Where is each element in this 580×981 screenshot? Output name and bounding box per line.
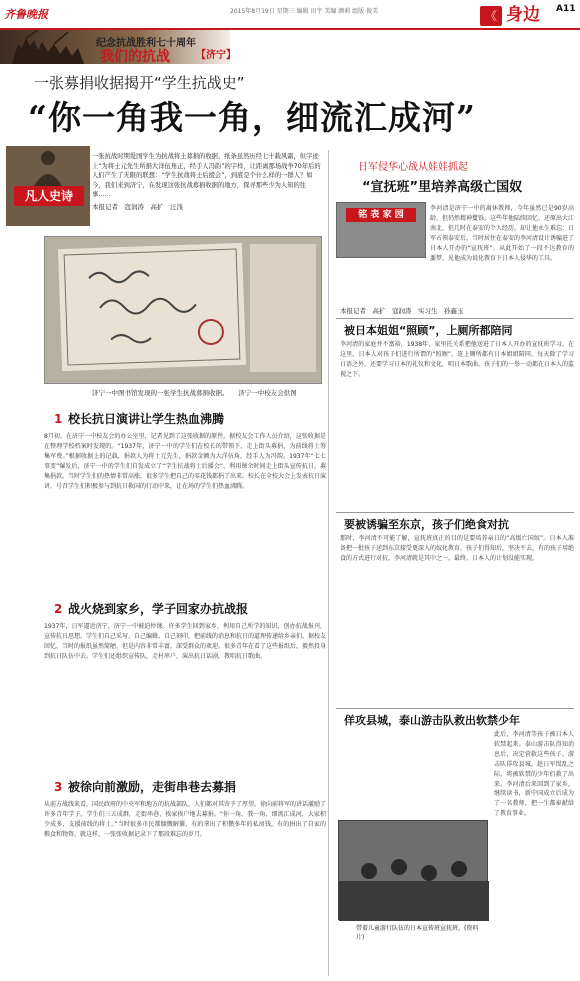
- sidebar-divider-3: [336, 708, 574, 709]
- byline: 本报记者 寇润涛 高扩 汪浅: [92, 202, 183, 211]
- sidebar-image-label: 铭 表 家 园: [346, 208, 416, 222]
- receipt-handwriting-icon: [58, 243, 246, 371]
- section-3-heading: [54, 778, 324, 796]
- section-2-number: 2: [54, 602, 63, 616]
- lede-text: 一张抗战时期爱国学生为抗战将士募捐的收据，纸条虽然历经七十载风霜，但字迹上“为将士元先生所捐大洋伍角正，经手人冯韵”的字样，让距离那场战争70年后的人们产生了无限的联想：“学生抗战将士后援会”，到底是个什么样的一群人？如今，我们来到济宁，在发现这张抗战募捐收据的地方，探寻那些少为人知的往事……: [92, 153, 321, 199]
- section-3-number: 3: [54, 780, 63, 794]
- photo-caption: 济宁一中图书馆发现的一张学生抗战募捐收据。 济宁一中校友会供图: [92, 389, 297, 397]
- sidebar-intro: 李河清是济宁一中的离休教师，今年虽然已是90岁高龄，但仍然精神矍铄。这些年他陆续回忆、还原出大江南北、但几时在泰安的个人经历。却让他永生难忘：日军占领泰安后，当时居住在泰安的李河清设计诱骗进了日本人开办的“宣抚班”，从此开始了一段不达教育的噩梦，见他成为说化教育下日本人侵华的工具。: [430, 205, 574, 262]
- headline-kicker: 一张募捐收据揭开“学生抗战史”: [34, 74, 245, 92]
- section-1-body: 8月初，在济宁一中校友会的办公室里，记者见到了这张收据的原件。据校友会工作人员介绍，这张收据是在整理学校档案时发现的。“1937年，济宁一中的学生们在校长的带领下，走上街头募捐，为前线将士筹集军费。”根据收据上的记载，捐款人为将士元先生，捐款金额为大洋伍角，经手人为冯韵。1937年“七七事变”爆发后，济宁一中的学生们自发成立了“学生抗战将士后援会”，利用课余时间走上街头宣传抗日，募集捐款。当时学生们的热情非常高涨，很多学生把自己的零花钱都捐了出来。校长在全校大会上发表抗日演讲，号召学生们积极参与到抗日救国的行动中来，让在场的学生们热血沸腾。: [44, 433, 326, 490]
- children-parade-photo: [338, 820, 488, 920]
- section-1-title: 校长抗日演讲让学生热血沸腾: [68, 412, 225, 426]
- sidebar-box-3-title: 佯攻县城，泰山游击队救出软禁少年: [344, 714, 520, 727]
- series-title: 我们的抗战: [100, 49, 170, 65]
- sidebar-byline: 本报记者 高扩 寇润涛 实习生 孙鑫玉: [340, 307, 464, 315]
- lede-paragraph: [92, 152, 324, 224]
- sidebar-box-2-title: 要被诱骗至东京，孩子们绝食对抗: [344, 518, 509, 531]
- sidebar-kicker: 日军侵华心战从娃娃抓起: [358, 162, 468, 173]
- sidebar-box-1-title: 被日本姐姐“照顾”，上厕所都陪同: [344, 324, 513, 337]
- sidebar-box-2-body: 那时，李河清不可能了解，宣抚班真正的目的是要培养亲日的“高级亡国奴”。日本人准备把一批孩子送到东京接受更深入的奴化教育，孩子们得知后，坚决不去，有的孩子用绝食的方式进行对抗，李河清就是其中之一。最终，日本人的计划没能实现。: [340, 535, 574, 562]
- dateline: 2015年8月19日 星期三 编辑 田宇 美编 颜莉 组版 俊美: [230, 8, 379, 15]
- section-name: 身边: [506, 5, 540, 25]
- section-chevron-icon: 《: [480, 6, 502, 26]
- section-1-heading: [54, 410, 324, 428]
- sidebar-box-3-body: 此后，李河清等孩子被日本人软禁起来。泰山游击队得知消息后，决定营救这些孩子。游击队佯攻县城，趁日军慌乱之际，将被软禁的少年们救了出来。李河清后来回到了家乡，继续读书，新中国成立后成为了一名教师，把一生都奉献给了教育事业。: [494, 731, 574, 818]
- sidebar-divider-2: [336, 512, 574, 513]
- main-headline: “你一角我一角，细流汇成河”: [28, 98, 476, 137]
- column-title: 凡人史诗: [14, 186, 84, 206]
- receipt-paper-image: [58, 243, 246, 371]
- section-3-title: 被徐向前激励，走街串巷去募捐: [68, 780, 237, 794]
- section-2-body: 1937年，日军逼近济宁，济宁一中被迫停课。许多学生回到家乡，利用自己所学的知识，创办抗战报刊，宣传抗日思想。学生们自己采写、自己编辑、自己刻印，把前线的消息和抗日的道理传递给乡亲们。据校友回忆，当时的报纸虽然简陋，但是内容非常丰富，深受群众的欢迎。很多青年在看了这些报纸后，毅然投身到抗日队伍中去。学生们还组织宣传队，走村串户，演出抗日话剧，教唱抗日歌曲。: [44, 623, 326, 660]
- soldiers-illustration-icon: [8, 30, 88, 64]
- figure-silhouette-icon: [6, 146, 90, 186]
- column-divider: [328, 150, 329, 976]
- section-2-heading: [54, 600, 324, 618]
- section-1-number: 1: [54, 412, 63, 426]
- section-label: [480, 2, 554, 28]
- newspaper-logo: 齐鲁晚报: [4, 8, 48, 21]
- sidebar-divider-1: [336, 318, 574, 319]
- crowd-silhouette-icon: [339, 821, 489, 921]
- series-region-tag: 【济宁】: [196, 50, 236, 61]
- series-subtitle: 纪念抗战胜利七十周年: [96, 38, 196, 49]
- section-2-title: 战火烧到家乡，学子回家办抗战报: [68, 602, 249, 616]
- sidebar-box-1-body: 李河清的家庭并不富裕，1938年，家里托关系把他送进了日本人开办的宣抚班学习。在这里，日本人对孩子们进行所谓的“照顾”，连上厕所都有日本姐姐陪同。每天除了学习日语之外，还要学习日本的礼仪和文化，唱日本歌曲，孩子们的一举一动都在日本人的监视之下。: [340, 341, 574, 378]
- section-3-body: 从前方战线来看，国民政府的中央军和地方的抗战部队，人们都对其寄予了厚望。徐向前将军的讲话激励了许多青年学子。学生们三五成群，走街串巷，挨家挨户地去募捐。“你一角，我一角，细流汇成河，大家积少成多，支援前线的将士。”当时很多市民都慷慨解囊，有的拿出了积攒多年的私房钱，有的捐出了自家的粮食和物资。就这样，一张张收据记录下了那段难忘的岁月。: [44, 801, 326, 838]
- sidebar-box-3-body-intro: [340, 730, 490, 816]
- sidebar-photo-caption: 带着儿童游行队伍的日本宣传班宣抚班。(资料片): [356, 925, 479, 941]
- sidebar-headline: “宣抚班”里培养高级亡国奴: [362, 180, 523, 195]
- receipt-stub-image: [250, 244, 316, 372]
- page-number: A11: [556, 4, 576, 14]
